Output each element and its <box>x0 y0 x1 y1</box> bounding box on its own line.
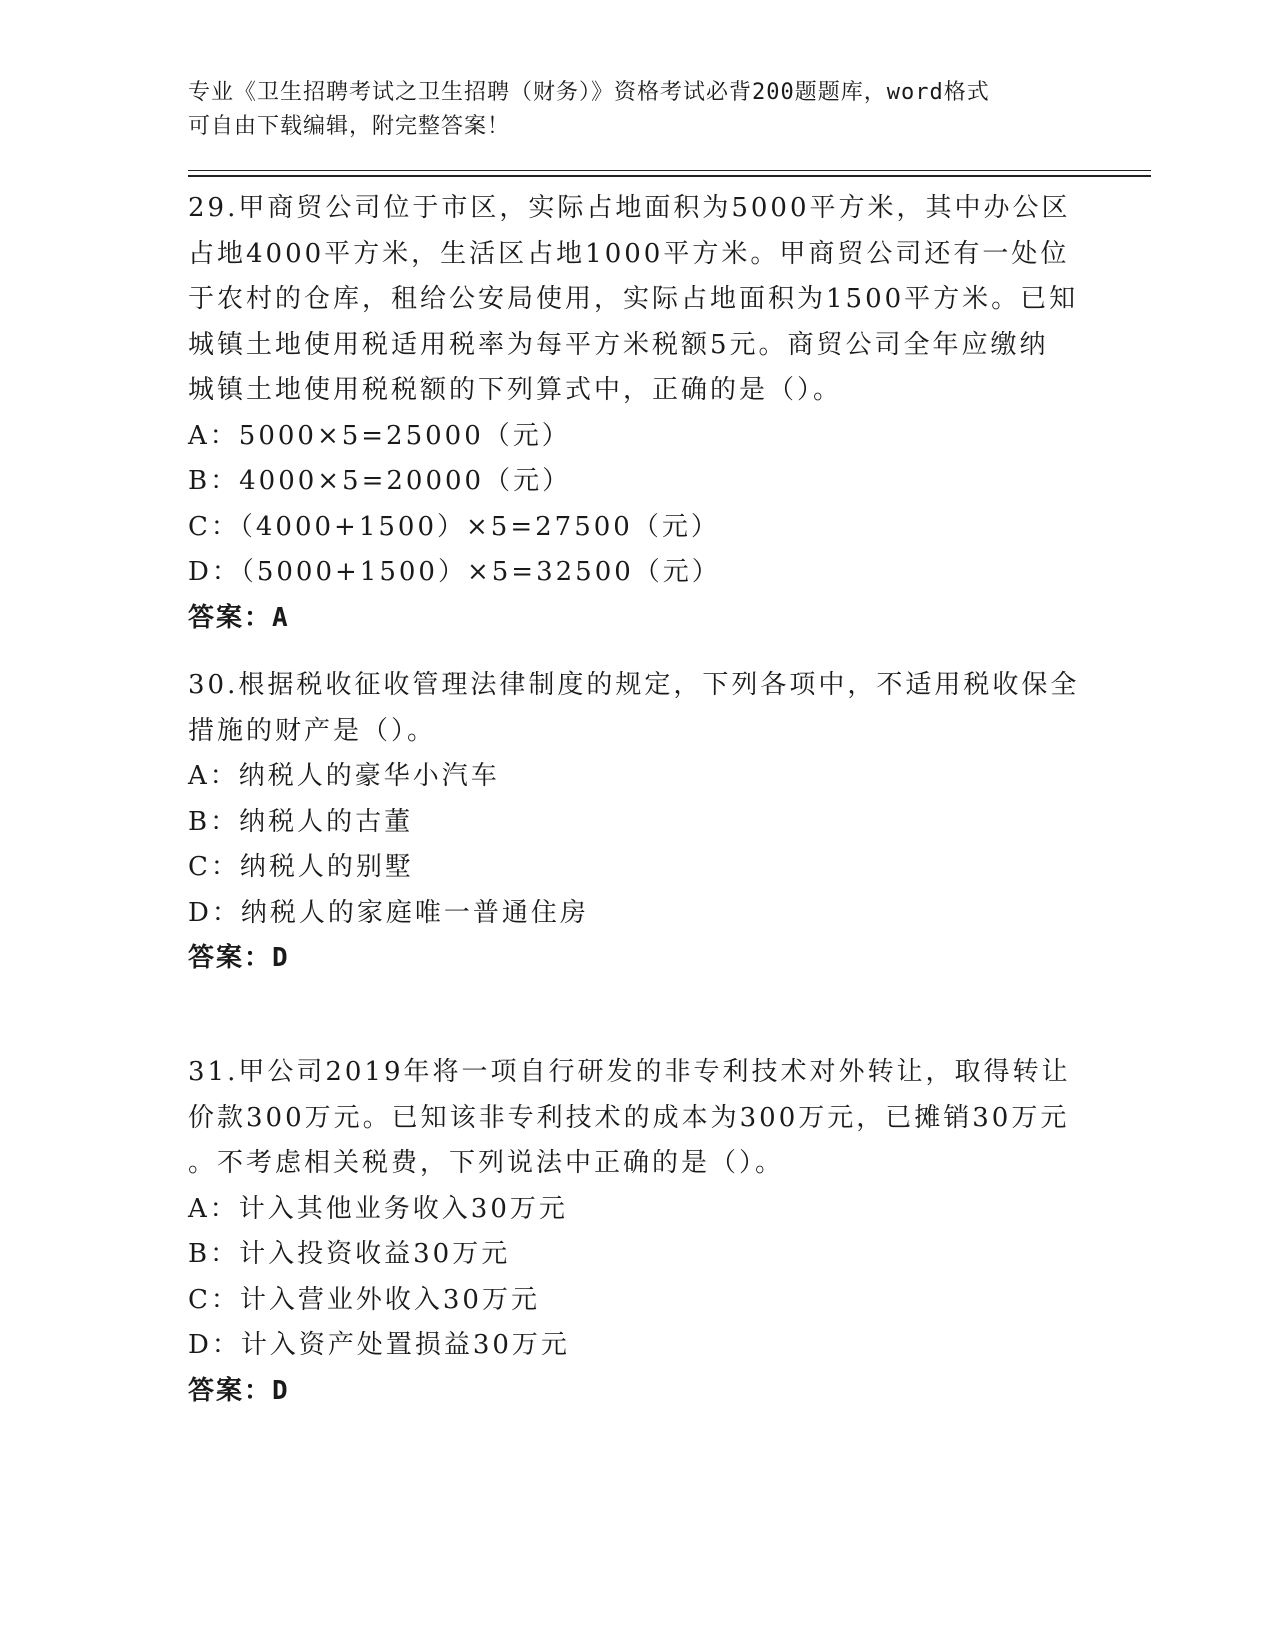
option-b: B：纳税人的古董 <box>188 806 414 837</box>
option-a: A：5000×5=25000（元） <box>188 420 571 451</box>
question-29 <box>188 186 1078 641</box>
option-a: A：计入其他业务收入30万元 <box>188 1193 568 1224</box>
option-c: C：纳税人的别墅 <box>188 852 414 882</box>
question-stem-line: 价款300万元。已知该非专利技术的成本为300万元，已摊销30万元 <box>188 1102 1070 1133</box>
question-stem-line: 措施的财产是（）。 <box>188 715 437 746</box>
question-stem-line: 城镇土地使用税适用税率为每平方米税额5元。商贸公司全年应缴纳 <box>188 329 1049 360</box>
question-stem-line: 。不考虑相关税费，下列说法中正确的是（）。 <box>188 1148 785 1178</box>
header-line-2: 可自由下载编辑，附完整答案！ <box>188 114 511 139</box>
option-c: C：（4000+1500）×5=27500（元） <box>188 511 720 542</box>
question-31 <box>188 1050 1078 1414</box>
option-c: C：计入营业外收入30万元 <box>188 1284 540 1315</box>
option-d: D：（5000+1500）×5=32500（元） <box>188 557 721 587</box>
answer-line: 答案：D <box>188 943 290 973</box>
answer-line: 答案：D <box>188 1375 290 1406</box>
option-d: D：计入资产处置损益30万元 <box>188 1330 570 1360</box>
question-30 <box>188 663 1078 982</box>
answer-line: 答案：A <box>188 602 290 633</box>
option-a: A：纳税人的豪华小汽车 <box>188 761 500 791</box>
question-stem-line: 29.甲商贸公司位于市区，实际占地面积为5000平方米，其中办公区 <box>188 193 1071 223</box>
header-line-1: 专业《卫生招聘考试之卫生招聘（财务）》资格考试必背200题题库，word格式 <box>188 80 990 105</box>
option-b: B：4000×5=20000（元） <box>188 466 572 496</box>
option-d: D：纳税人的家庭唯一普通住房 <box>188 897 589 928</box>
header-divider-thin <box>188 170 1151 171</box>
question-stem-line: 占地4000平方米，生活区占地1000平方米。甲商贸公司还有一处位 <box>188 238 1070 269</box>
question-stem-line: 31.甲公司2019年将一项自行研发的非专利技术对外转让，取得转让 <box>188 1057 1071 1087</box>
option-b: B：计入投资收益30万元 <box>188 1239 511 1269</box>
question-stem-line: 30.根据税收征收管理法律制度的规定，下列各项中，不适用税收保全 <box>188 670 1080 700</box>
document-header <box>188 76 1068 144</box>
header-divider-thick <box>188 175 1151 177</box>
question-stem-line: 于农村的仓库，租给公安局使用，实际占地面积为1500平方米。已知 <box>188 284 1079 314</box>
question-stem-line: 城镇土地使用税税额的下列算式中，正确的是（）。 <box>188 375 843 405</box>
